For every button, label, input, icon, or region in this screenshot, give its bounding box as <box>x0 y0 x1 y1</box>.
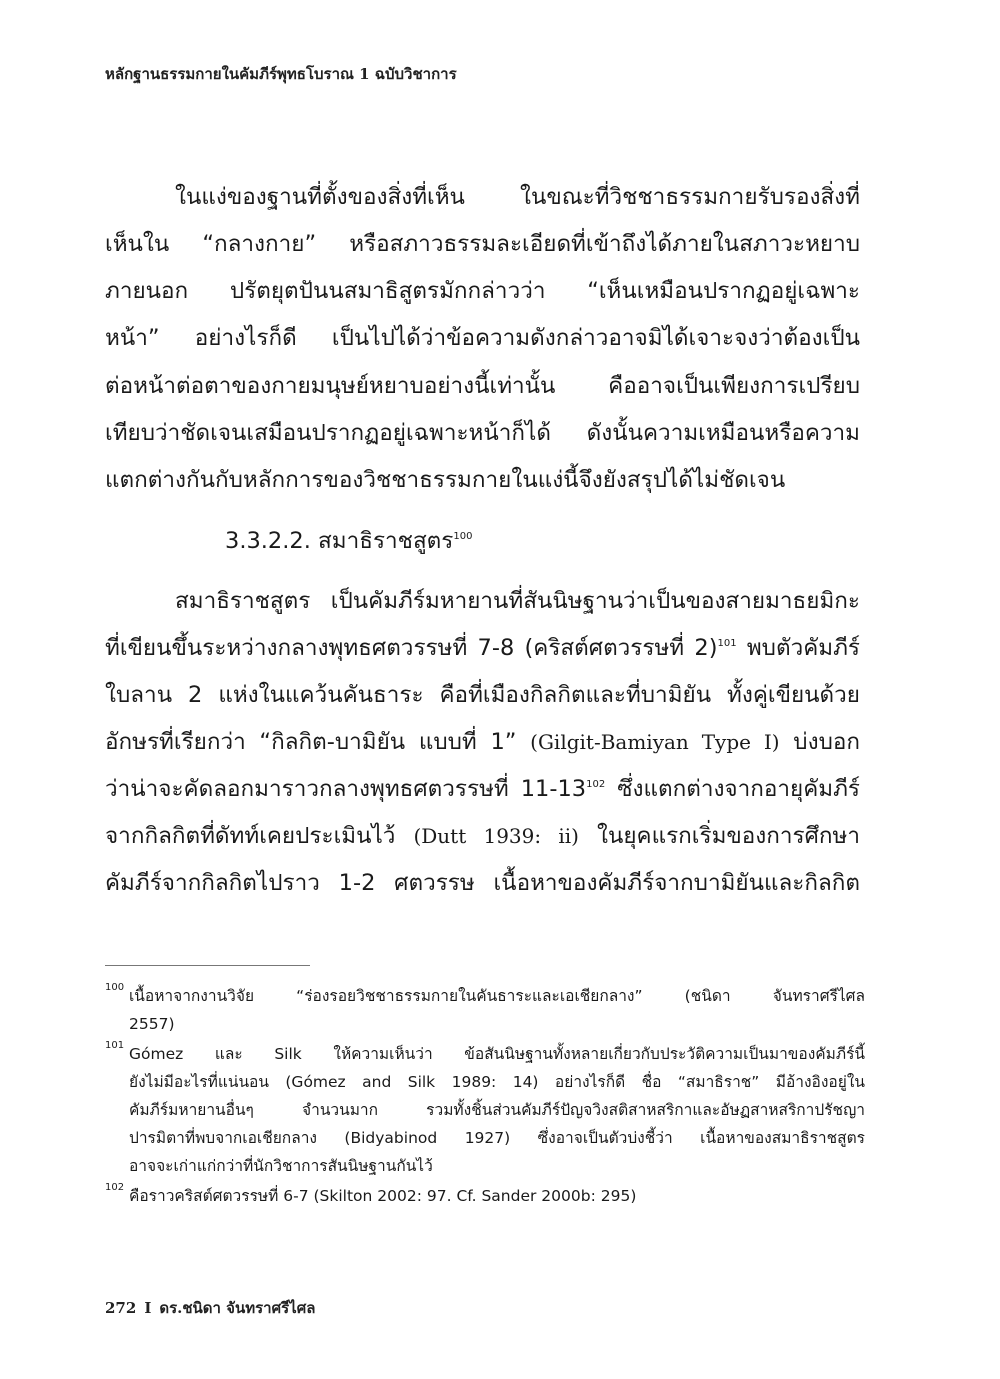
page-number: 272 <box>105 1299 137 1317</box>
text-run: อักษรที่เรียกว่า “กิลกิต-บามิยัน แบบที่ 1” <box>105 729 531 755</box>
footnote-line: ปารมิตาที่พบจากเอเชียกลาง (Bidyabinod 1927) ซึ่งอาจเป็นตัวบ่งชี้ว่า เนื้อหาของสมาธิราชสูตร <box>129 1129 865 1147</box>
latin-text: (Gilgit-Bamiyan Type I) <box>530 730 780 754</box>
footnote-line: คือราวคริสต์ศตวรรษที่ 6-7 (Skilton 2002: 97. Cf. Sander 2000b: 295) <box>129 1187 637 1205</box>
footnote-ref: 102 <box>586 779 606 790</box>
text-run: ในยุคแรกเริ่มของการศึกษา <box>578 823 860 849</box>
paragraph-line <box>105 631 860 665</box>
paragraph-line: เทียบว่าชัดเจนเสมือนปรากฏอยู่เฉพาะหน้าก็ได้ ดังนั้นความเหมือนหรือความ <box>105 420 860 446</box>
footnote-number: 102 <box>105 1182 125 1193</box>
author-name: ดร.ชนิดา จันทราศรีไศล <box>159 1299 316 1317</box>
paragraph-line: แตกต่างกันกับหลักการของวิชชาธรรมกายในแง่นี้จึงยังสรุปได้ไม่ชัดเจน <box>105 467 786 493</box>
paragraph-line: เห็นใน “กลางกาย” หรือสภาวธรรมละเอียดที่เข้าถึงได้ภายในสภาวะหยาบ <box>105 231 860 257</box>
footnote-ref: 101 <box>717 638 737 649</box>
footnote-line: เนื้อหาจากงานวิจัย “ร่องรอยวิชชาธรรมกายในคันธาระและเอเชียกลาง” (ชนิดา จันทราศรีไศล <box>129 987 865 1005</box>
running-header: หลักฐานธรรมกายในคัมภีร์พุทธโบราณ 1 ฉบับวิชาการ <box>105 65 457 83</box>
text-run: ที่เขียนขึ้นระหว่างกลางพุทธศตวรรษที่ 7-8 (คริสต์ศตวรรษที่ 2) <box>105 635 718 661</box>
paragraph-line: คัมภีร์จากกิลกิตไปราว 1-2 ศตวรรษ เนื้อหาของคัมภีร์จากบามิยันและกิลกิต <box>105 870 860 896</box>
footnote-line: 2557) <box>129 1015 175 1033</box>
text-run: พบตัวคัมภีร์ <box>736 635 861 661</box>
footnote-divider <box>105 965 310 966</box>
footnote-line: อาจจะเก่าแก่กว่าที่นักวิชาการสันนิษฐานกันไว้ <box>129 1157 433 1175</box>
paragraph-line <box>105 819 860 853</box>
paragraph-line: สมาธิราชสูตร เป็นคัมภีร์มหายานที่สันนิษฐานว่าเป็นของสายมาธยมิกะ <box>175 588 860 614</box>
footnote-ref: 100 <box>453 531 473 542</box>
paragraph-line: ใบลาน 2 แห่งในแคว้นคันธาระ คือที่เมืองกิลกิตและที่บามิยัน ทั้งคู่เขียนด้วย <box>105 682 860 708</box>
footnote-line: ยังไม่มีอะไรที่แน่นอน (Gómez and Silk 1989: 14) อย่างไรก็ดี ชื่อ “สมาธิราช” มีอ้างอิงอยู่ใน <box>129 1073 865 1091</box>
footnote-line: คัมภีร์มหายานอื่นๆ จำนวนมาก รวมทั้งชิ้นส่วนคัมภีร์ปัญจวิงสติสาหสริกาและอัษฏสาหสริกาปรัชญา <box>129 1101 865 1119</box>
paragraph-line: ภายนอก ปรัตยุตปันนสมาธิสูตรมักกล่าวว่า “เห็นเหมือนปรากฏอยู่เฉพาะ <box>105 278 860 304</box>
footer-separator: I <box>144 1299 152 1317</box>
paragraph-line <box>105 725 860 759</box>
latin-text: (Dutt 1939: ii) <box>413 824 579 848</box>
paragraph-line <box>105 772 860 806</box>
paragraph-line: ในแง่ของฐานที่ตั้งของสิ่งที่เห็น ในขณะที่วิชชาธรรมกายรับรองสิ่งที่ <box>175 184 860 210</box>
text-run: จากกิลกิตที่ดัทท์เคยประเมินไว้ <box>105 823 414 849</box>
text-run: ว่าน่าจะคัดลอกมาราวกลางพุทธศตวรรษที่ 11-13 <box>105 776 587 802</box>
footnote-line: Gómez และ Silk ให้ความเห็นว่า ข้อสันนิษฐานทั้งหลายเกี่ยวกับประวัติความเป็นมาของคัมภีร์นี้ <box>129 1045 865 1063</box>
text-run: ซึ่งแตกต่างจากอายุคัมภีร์ <box>605 776 861 802</box>
paragraph-line: หน้า” อย่างไรก็ดี เป็นไปได้ว่าข้อความดังกล่าวอาจมิได้เจาะจงว่าต้องเป็น <box>105 325 860 351</box>
footnote-number: 101 <box>105 1040 125 1051</box>
section-heading <box>225 522 472 558</box>
paragraph-line: ต่อหน้าต่อตาของกายมนุษย์หยาบอย่างนี้เท่านั้น คืออาจเป็นเพียงการเปรียบ <box>105 373 860 399</box>
text-run: บ่งบอก <box>779 729 860 755</box>
section-title: 3.3.2.2. สมาธิราชสูตร <box>225 528 454 554</box>
page-footer <box>105 1296 315 1320</box>
footnote-number: 100 <box>105 982 125 993</box>
